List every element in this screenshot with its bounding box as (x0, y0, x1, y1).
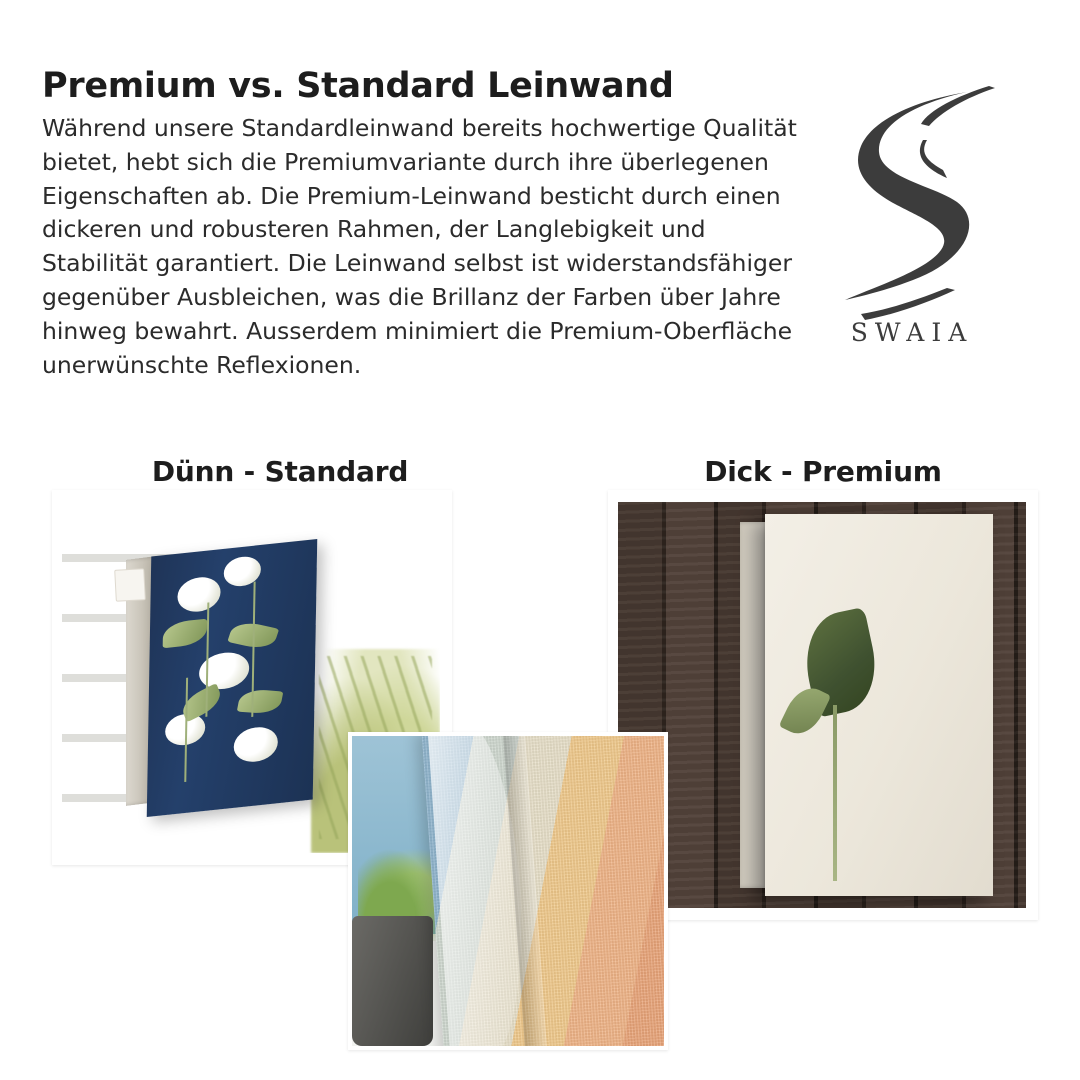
caption-standard: Dünn - Standard (151, 455, 409, 488)
thick-canvas-photo (618, 502, 1026, 908)
swaia-s-monogram-icon (817, 74, 1002, 324)
canvas-edge-closeup-photo (352, 736, 664, 1046)
photo-card-edge-closeup (348, 732, 668, 1050)
description-paragraph: Während unsere Standardleinwand bereits hochwertige Qualität bietet, hebt sich die Premiumvariante durch ihre überlegenen Eigenschaften ab. Die Premium-Leinwand besticht durch einen dickeren und robusteren Rahmen, der Langlebigkeit und Stabilität garantiert. Die Leinwand selbst ist widerstandsfähiger gegenüber Ausbleichen, was die Brillanz der Farben über Jahre hinweg bewahrt. Ausserdem minimiert die Premium-Oberfläche unerwünschte Reflexionen. (42, 114, 797, 379)
brand-wordmark: SWAIA (850, 318, 974, 347)
brand-logo (804, 74, 1014, 374)
photo-card-premium (608, 490, 1038, 920)
page-title: Premium vs. Standard Leinwand (42, 66, 674, 106)
caption-premium: Dick - Premium (704, 455, 942, 488)
